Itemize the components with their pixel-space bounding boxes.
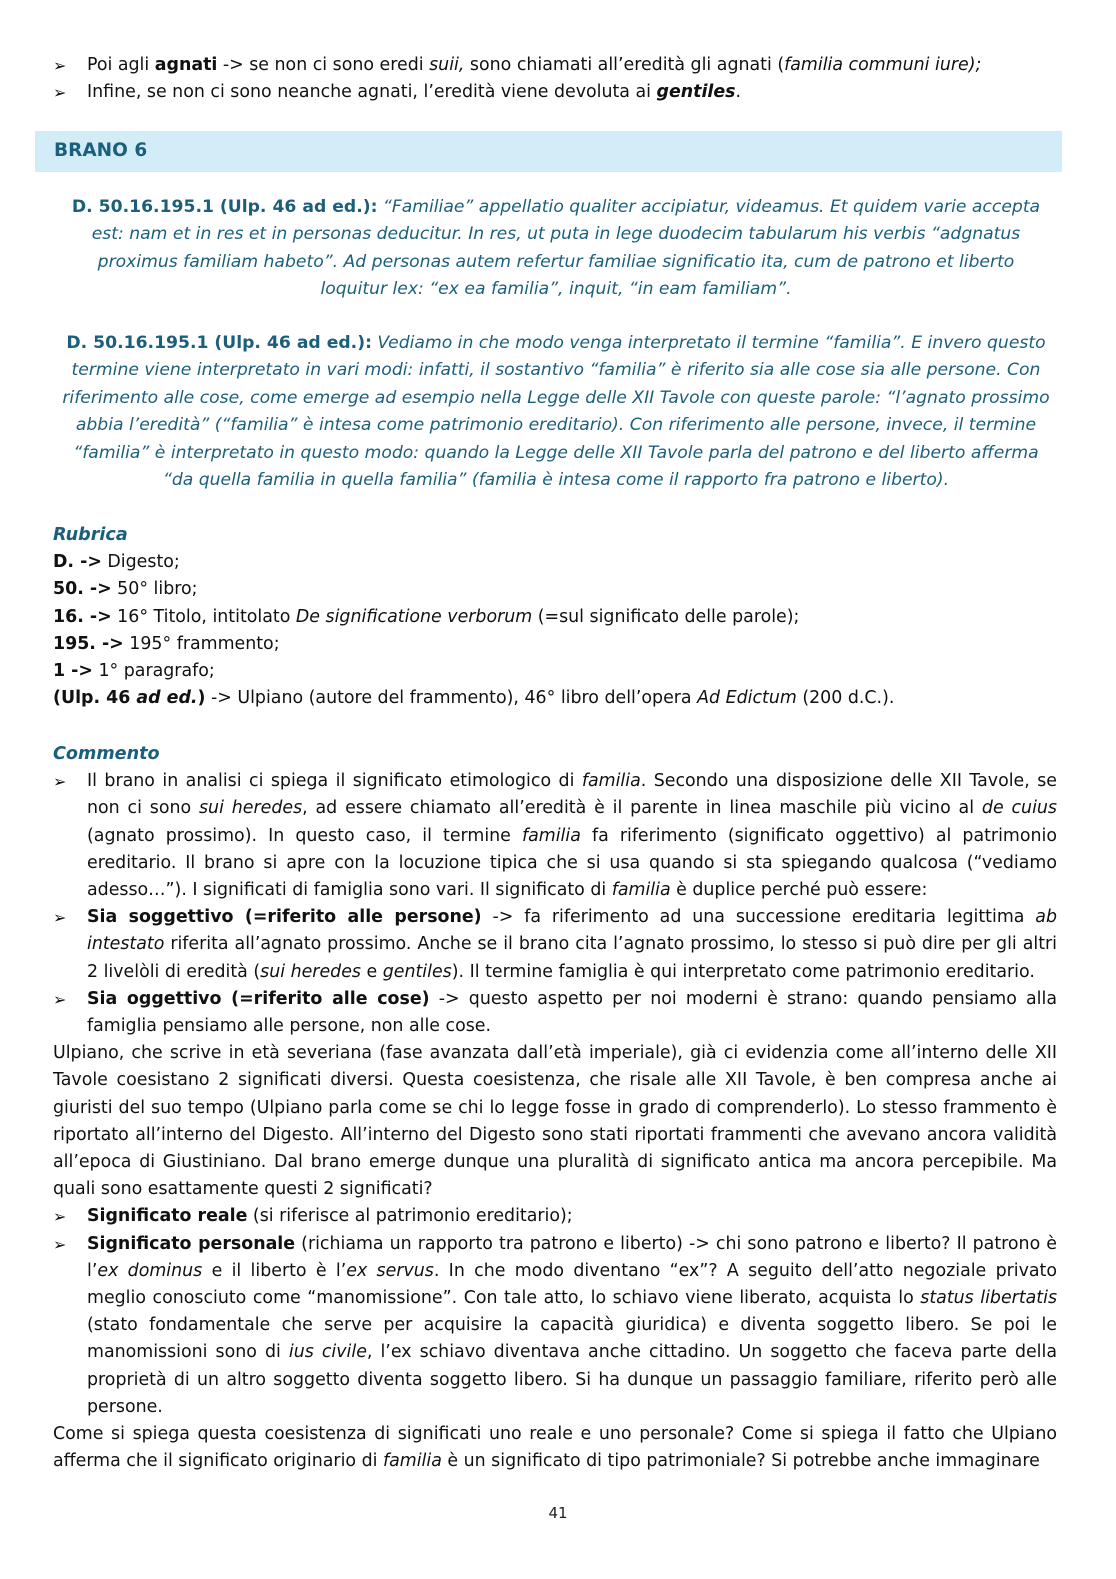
bullet-gentiles: ➢ Infine, se non ci sono neanche agnati, l’eredità viene devoluta ai gentiles. bbox=[53, 79, 1057, 106]
rubrica-line: 50. -> 50° libro; bbox=[53, 579, 198, 600]
commento-paragraph-coesistenza: Come si spiega questa coesistenza di significati uno reale e uno personale? Come si spiega il fatto che Ulpiano afferma che il significato originario di familia è un significato di tipo patrimoniale? Si potrebbe anche immaginare bbox=[53, 1424, 1057, 1472]
commento-section bbox=[53, 741, 1057, 1475]
rubrica-line: (Ulp. 46 ad ed.) -> Ulpiano (autore del frammento), 46° libro dell’opera Ad Edictum (200 d.C.). bbox=[53, 688, 895, 709]
latin-quote: D. 50.16.195.1 (Ulp. 46 ad ed.): “Familiae” appellatio qualiter accipiatur, videamus. Et quidem varie accepta est: nam et in res et in personas deducitur. In res, ut puta in lege duodecim tabularum his verbis “adgnatus proximus familiam habeto”. Ad personas autem refertur familiae significatio ita, cum de patrono et liberto loquitur lex: “ex ea familia”, inquit, “in eam familiam”. bbox=[71, 197, 1041, 300]
latin-quote-block bbox=[62, 194, 1050, 304]
section-title: BRANO 6 bbox=[54, 140, 148, 161]
rubrica-line: D. -> Digesto; bbox=[53, 552, 180, 573]
bullet-arrow-icon: ➢ bbox=[53, 1234, 67, 1254]
commento-bullet-personale: ➢ Significato personale (richiama un rapporto tra patrono e liberto) -> chi sono patrono e liberto? Il patrono è l’ex dominus e il liberto è l’ex servus. In che modo diventano “ex”? A seguito dell’atto negoziale privato meglio conosciuto come “manomissione”. Con tale atto, lo schiavo viene liberato, acquista lo status libertatis (stato fondamentale che serve per acquisire la capacità giuridica) e diventa soggetto libero. Se poi le manomissioni sono di ius civile, l’ex schiavo diventava anche cittadino. Un soggetto che faceva parte della proprietà di un altro soggetto diventa soggetto libero. Si ha dunque un passaggio familiare, riferito però alle persone. bbox=[53, 1231, 1057, 1421]
bullet-arrow-icon: ➢ bbox=[53, 1207, 67, 1227]
bullet-agnati: ➢ Poi agli agnati -> se non ci sono eredi suii, sono chiamati all’eredità gli agnati (familia communi iure); bbox=[53, 52, 1057, 79]
rubrica-line: 1 -> 1° paragrafo; bbox=[53, 661, 215, 682]
section-banner bbox=[35, 131, 1062, 172]
rubrica-heading: Rubrica bbox=[53, 525, 128, 545]
commento-bullet-reale: ➢ Significato reale (si riferisce al patrimonio ereditario); bbox=[53, 1203, 1057, 1230]
commento-heading: Commento bbox=[53, 744, 160, 764]
bullet-arrow-icon: ➢ bbox=[53, 83, 67, 103]
page-number: 41 bbox=[548, 1504, 568, 1522]
commento-bullet-etimologia: ➢ Il brano in analisi ci spiega il significato etimologico di familia. Secondo una disposizione delle XII Tavole, se non ci sono sui heredes, ad essere chiamato all’eredità è il parente in linea maschile più vicino al de cuius (agnato prossimo). In questo caso, il termine familia fa riferimento (significato oggettivo) al patrimonio ereditario. Il brano si apre con la locuzione tipica che si usa quando si sta spiegando qualcosa (“vediamo adesso…”). I significati di famiglia sono vari. Il significato di familia è duplice perché può essere: bbox=[53, 768, 1057, 904]
commento-paragraph-ulpiano: Ulpiano, che scrive in età severiana (fase avanzata dall’età imperiale), già ci evidenzia come all’interno delle XII Tavole coesistano 2 significati diversi. Questa coesistenza, che risale alle XII Tavole, è ben compresa anche ai giuristi del suo tempo (Ulpiano parla come se chi lo legge fosse in grado di comprenderlo). Lo stesso frammento è riportato all’interno del Digesto. All’interno del Digesto sono stati riportati frammenti che avevano ancora validità all’epoca di Giustiniano. Dal brano emerge dunque una pluralità di significato antica ma ancora percepibile. Ma quali sono esattamente questi 2 significati? bbox=[53, 1043, 1057, 1200]
bullet-arrow-icon: ➢ bbox=[53, 56, 67, 75]
commento-bullet-soggettivo: ➢ Sia soggettivo (=riferito alle persone) -> fa riferimento ad una successione ereditaria legittima ab intestato riferita all’agnato prossimo. Anche se il brano cita l’agnato prossimo, lo stesso si può dire per gli altri 2 livelòli di eredità (sui heredes e gentiles). Il termine famiglia è qui interpretato come patrimonio ereditario. bbox=[53, 904, 1057, 986]
bullet-arrow-icon: ➢ bbox=[53, 989, 67, 1009]
rubrica-section bbox=[53, 522, 1057, 712]
italian-translation: D. 50.16.195.1 (Ulp. 46 ad ed.): Vediamo in che modo venga interpretato il termine “familia”. E invero questo termine viene interpretato in vari modi: infatti, il sostantivo “familia” è riferito sia alle cose sia alle persone. Con riferimento alle cose, come emerge ad esempio nella Legge delle XII Tavole con queste parole: “l’agnato prossimo abbia l’eredità” (“familia” è intesa come patrimonio ereditario). Con riferimento alle persone, invece, il termine “familia” è interpretato in questo modo: quando la Legge delle XII Tavole parla del patrono e del liberto afferma “da quella familia in quella familia” (familia è intesa come il rapporto fra patrono e liberto). bbox=[62, 333, 1050, 491]
bullet-arrow-icon: ➢ bbox=[53, 772, 67, 792]
commento-bullet-oggettivo: ➢ Sia oggettivo (=riferito alle cose) -> questo aspetto per noi moderni è strano: quando pensiamo alla famiglia pensiamo alle persone, non alle cose. bbox=[53, 986, 1057, 1040]
italian-translation-block bbox=[56, 330, 1056, 494]
rubrica-line: 16. -> 16° Titolo, intitolato De significatione verborum (=sul significato delle parole); bbox=[53, 606, 800, 627]
bullet-arrow-icon: ➢ bbox=[53, 908, 67, 928]
page-content bbox=[53, 52, 1057, 106]
rubrica-line: 195. -> 195° frammento; bbox=[53, 633, 280, 654]
